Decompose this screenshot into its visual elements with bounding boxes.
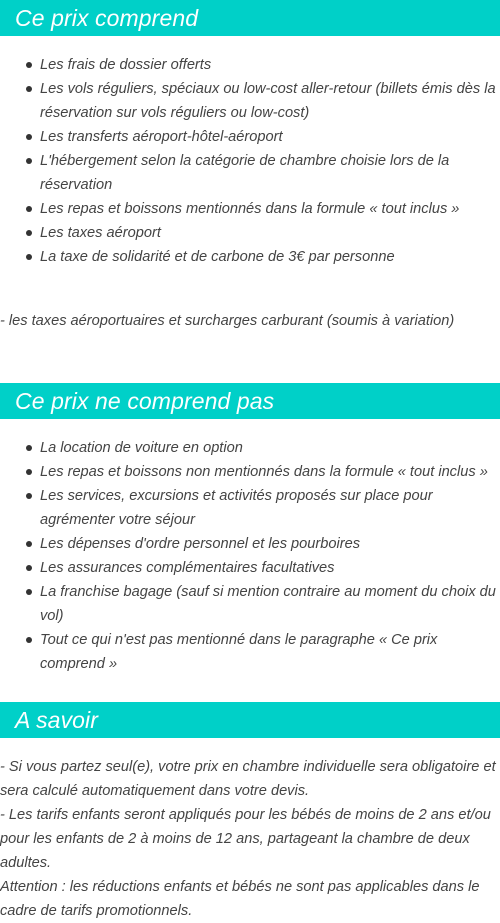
section-title-info: A savoir [0, 702, 500, 738]
list-item: Les repas et boissons non mentionnés dans la formule « tout inclus » [40, 460, 500, 484]
info-line: - Si vous partez seul(e), votre prix en chambre individuelle sera obligatoire et sera calculé automatiquement dans votre devis. [0, 759, 496, 799]
list-item: Les transferts aéroport-hôtel-aéroport [40, 125, 500, 149]
includes-list [0, 53, 500, 269]
list-item: La franchise bagage (sauf si mention contraire au moment du choix du vol) [40, 580, 500, 628]
list-item: Les frais de dossier offerts [40, 53, 500, 77]
section-title-excludes: Ce prix ne comprend pas [0, 383, 500, 419]
list-item: La taxe de solidarité et de carbone de 3€ par personne [40, 245, 500, 269]
list-item: Tout ce qui n'est pas mentionné dans le paragraphe « Ce prix comprend » [40, 628, 500, 676]
list-item: Les dépenses d'ordre personnel et les pourboires [40, 532, 500, 556]
excludes-list [0, 436, 500, 676]
list-item: Les vols réguliers, spéciaux ou low-cost aller-retour (billets émis dès la réservation sur vols réguliers ou low-cost) [40, 77, 500, 125]
list-item: Les taxes aéroport [40, 221, 500, 245]
info-text [0, 755, 500, 923]
info-line: - Les tarifs enfants seront appliqués pour les bébés de moins de 2 ans et/ou pour les enfants de 2 à moins de 12 ans, partageant la chambre de deux adultes. [0, 807, 491, 871]
info-line: Attention : les réductions enfants et bébés ne sont pas applicables dans le cadre de tarifs promotionnels. [0, 879, 480, 919]
list-item: Les services, excursions et activités proposés sur place pour agrémenter votre séjour [40, 484, 500, 532]
section-title-includes: Ce prix comprend [0, 0, 500, 36]
includes-note: - les taxes aéroportuaires et surcharges carburant (soumis à variation) [0, 313, 455, 329]
list-item: L'hébergement selon la catégorie de chambre choisie lors de la réservation [40, 149, 500, 197]
list-item: Les assurances complémentaires facultatives [40, 556, 500, 580]
list-item: La location de voiture en option [40, 436, 500, 460]
list-item: Les repas et boissons mentionnés dans la formule « tout inclus » [40, 197, 500, 221]
